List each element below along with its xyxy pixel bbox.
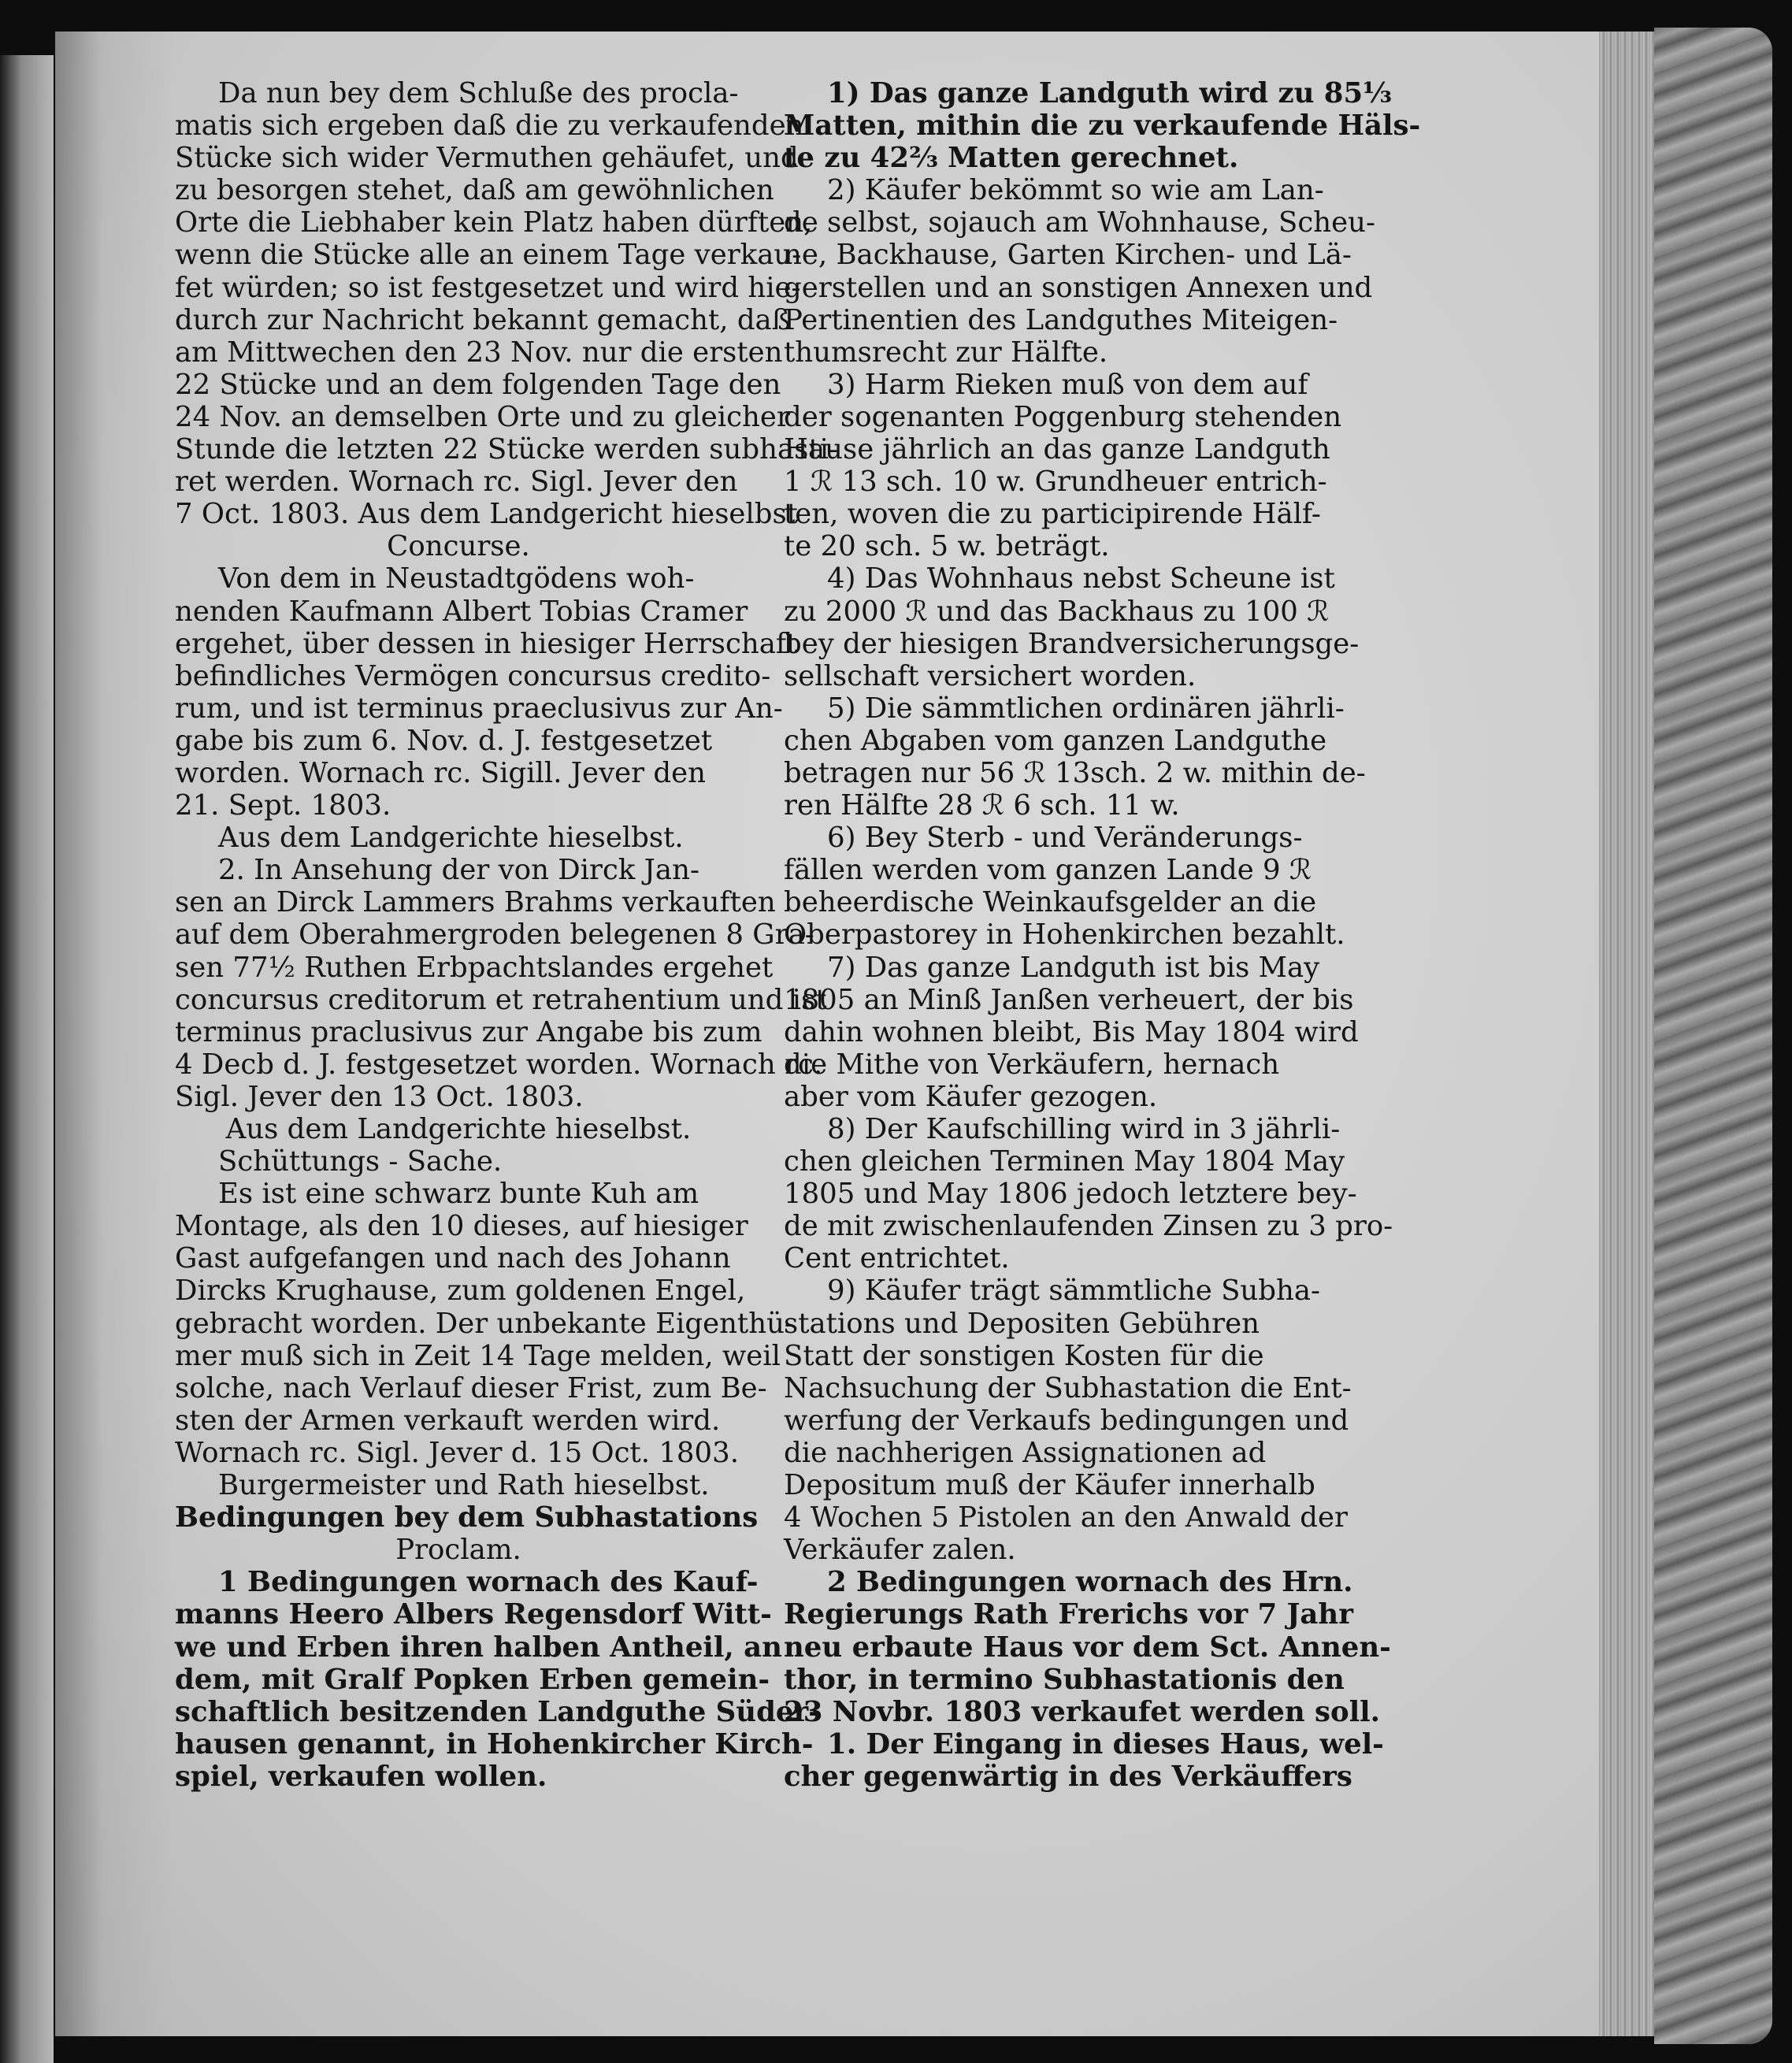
right-column-text-line: Cent entrichtet. xyxy=(784,1242,1010,1275)
right-column-text-line: stations und Depositen Gebühren xyxy=(784,1307,1260,1340)
left-column-text-line: durch zur Nachricht bekannt gemacht, daß xyxy=(175,303,791,336)
left-column-text-line: ret werden. Wornach rc. Sigl. Jever den xyxy=(175,466,738,499)
left-column-text-line: Dircks Krughause, zum goldenen Engel, xyxy=(175,1275,746,1308)
left-column-text-line: sten der Armen verkauft werden wird. xyxy=(175,1404,721,1437)
left-column-text-line: Da nun bey dem Schluße des procla- xyxy=(218,77,739,109)
left-column-text-line: Concurse. xyxy=(387,530,530,563)
left-column-text-line: 4 Decb d. J. festgesetzet worden. Wornach rc. xyxy=(175,1048,823,1081)
right-column-text-line: cher gegenwärtig in des Verkäuffers xyxy=(784,1760,1352,1793)
left-column-text-line: Sigl. Jever den 13 Oct. 1803. xyxy=(175,1080,584,1113)
left-column-text-line: matis sich ergeben daß die zu verkaufenden xyxy=(175,109,804,143)
left-column-text-line: terminus praclusivus zur Angabe bis zum xyxy=(175,1015,762,1048)
left-column-text-line: nenden Kaufmann Albert Tobias Cramer xyxy=(175,595,748,628)
right-column-text-line: sellschaft versichert worden. xyxy=(784,659,1197,692)
left-column-text-line: 7 Oct. 1803. Aus dem Landgericht hieselbst xyxy=(175,498,798,531)
left-column-text-line: Montage, als den 10 dieses, auf hiesiger xyxy=(175,1210,748,1243)
right-column-text-line: Nachsuchung der Subhastation die Ent- xyxy=(784,1371,1352,1404)
left-column-text-line: 2. In Ansehung der von Dirck Jan- xyxy=(218,854,699,887)
marbled-cover-board xyxy=(1654,28,1772,2044)
right-column-text-line: bey der hiesigen Brandversicherungsge- xyxy=(784,627,1360,660)
left-column-text-line: Stunde die letzten 22 Stücke werden subhasti- xyxy=(175,433,838,466)
left-column-text-line: fet würden; so ist festgesetzet und wird hie- xyxy=(175,271,801,304)
left-column-text-line: Proclam. xyxy=(395,1534,521,1567)
left-column-text-line: ergehet, über dessen in hiesiger Herrschaft xyxy=(175,627,798,660)
left-column-text-line: rum, und ist terminus praeclusivus zur An- xyxy=(175,692,783,725)
right-column-text-line: zu 2000 ℛ und das Backhaus zu 100 ℛ xyxy=(784,595,1330,628)
left-column-text-line: concursus creditorum et retrahentium und ist xyxy=(175,983,827,1016)
right-column-text-line: 4) Das Wohnhaus nebst Scheune ist xyxy=(827,562,1335,596)
left-column-text-line: befindliches Vermögen concursus credito- xyxy=(175,659,771,692)
right-column-text-line: ten, woven die zu participirende Hälf- xyxy=(784,498,1321,531)
right-column-text-line: de mit zwischenlaufenden Zinsen zu 3 pro- xyxy=(784,1210,1393,1243)
right-column-text-line: 6) Bey Sterb - und Veränderungs- xyxy=(827,822,1303,855)
left-column-text-line: Burgermeister und Rath hieselbst. xyxy=(218,1469,710,1502)
left-column-text-line: Aus dem Landgerichte hieselbst. xyxy=(225,1113,692,1145)
right-column-text-line: gerstellen und an sonstigen Annexen und xyxy=(784,271,1373,304)
left-column-text-line: sen an Dirck Lammers Brahms verkauften xyxy=(175,886,776,919)
right-column-text-line: 8) Der Kaufschilling wird in 3 jährli- xyxy=(827,1113,1341,1145)
left-column-text-line: Wornach rc. Sigl. Jever d. 15 Oct. 1803. xyxy=(175,1436,739,1469)
left-column-text-line: Von dem in Neustadtgödens woh- xyxy=(218,562,695,596)
right-column-text-line: 4 Wochen 5 Pistolen an den Anwald der xyxy=(784,1501,1349,1534)
right-text-column xyxy=(784,77,1421,1793)
left-column-text-line: wenn die Stücke alle an einem Tage verkau- xyxy=(175,239,802,272)
left-column-text-line: solche, nach Verlauf dieser Frist, zum Be- xyxy=(175,1371,767,1404)
left-column-text-line: Schüttungs - Sache. xyxy=(218,1145,503,1178)
right-column-text-line: die nachherigen Assignationen ad xyxy=(784,1436,1267,1469)
right-column-text-line: ren Hälfte 28 ℛ 6 sch. 11 w. xyxy=(784,789,1180,822)
right-column-text-line: thor, in termino Subhastationis den xyxy=(784,1663,1345,1696)
right-column-text-line: Regierungs Rath Frerichs vor 7 Jahr xyxy=(784,1598,1353,1631)
right-column-text-line: te 20 sch. 5 w. beträgt. xyxy=(784,530,1110,563)
left-column-text-line: mer muß sich in Zeit 14 Tage melden, weil xyxy=(175,1339,781,1372)
right-column-text-line: Statt der sonstigen Kosten für die xyxy=(784,1339,1264,1372)
left-column-text-line: 21. Sept. 1803. xyxy=(175,789,391,822)
left-column-text-line: Bedingungen bey dem Subhastations xyxy=(175,1501,759,1534)
left-column-text-line: auf dem Oberahmergroden belegenen 8 Gra- xyxy=(175,918,814,952)
left-column-text-line: am Mittwechen den 23 Nov. nur die ersten xyxy=(175,336,783,369)
left-column-text-line: Gast aufgefangen und nach des Johann xyxy=(175,1242,731,1275)
right-column-text-line: die Mithe von Verkäufern, hernach xyxy=(784,1048,1280,1081)
left-column-text-line: spiel, verkaufen wollen. xyxy=(175,1760,547,1793)
right-column-text-line: aber vom Käufer gezogen. xyxy=(784,1080,1158,1113)
left-column-text-line: dem, mit Gralf Popken Erben gemein- xyxy=(175,1663,770,1696)
right-column-text-line: werfung der Verkaufs bedingungen und xyxy=(784,1404,1349,1437)
right-column-text-line: thumsrecht zur Hälfte. xyxy=(784,336,1108,369)
left-column-text-line: 24 Nov. an demselben Orte und zu gleicher xyxy=(175,400,790,433)
right-column-text-line: de selbst, sojauch am Wohnhause, Scheu- xyxy=(784,206,1375,239)
right-column-text-line: Oberpastorey in Hohenkirchen bezahlt. xyxy=(784,918,1345,952)
right-column-text-line: 1805 und May 1806 jedoch letztere bey- xyxy=(784,1178,1357,1211)
right-column-text-line: Depositum muß der Käufer innerhalb xyxy=(784,1469,1315,1502)
left-column-text-line: schaftlich besitzenden Landguthe Süder- xyxy=(175,1695,820,1728)
right-column-text-line: 1805 an Minß Janßen verheuert, der bis xyxy=(784,983,1354,1016)
right-column-text-line: 1) Das ganze Landguth wird zu 85⅓ xyxy=(827,77,1392,109)
right-column-text-line: 1. Der Eingang in dieses Haus, wel- xyxy=(827,1727,1384,1761)
right-column-text-line: ne, Backhause, Garten Kirchen- und Lä- xyxy=(784,239,1352,272)
right-column-text-line: chen Abgaben vom ganzen Landguthe xyxy=(784,724,1327,757)
left-column-text-line: 1 Bedingungen wornach des Kauf- xyxy=(218,1566,759,1599)
left-column-text-line: Aus dem Landgerichte hieselbst. xyxy=(218,822,684,855)
right-column-text-line: 2 Bedingungen wornach des Hrn. xyxy=(827,1566,1353,1599)
left-column-text-line: Stücke sich wider Vermuthen gehäufet, und xyxy=(175,142,799,175)
right-column-text-line: 2) Käufer bekömmt so wie am Lan- xyxy=(827,174,1324,207)
right-column-text-line: Verkäufer zalen. xyxy=(784,1534,1016,1567)
right-column-text-line: der sogenanten Poggenburg stehenden xyxy=(784,400,1342,433)
facing-page-edge xyxy=(0,55,54,2063)
left-column-text-line: Orte die Liebhaber kein Platz haben dürften, xyxy=(175,206,813,239)
right-column-text-line: fällen werden vom ganzen Lande 9 ℛ xyxy=(784,854,1312,887)
right-column-text-line: te zu 42⅔ Matten gerechnet. xyxy=(784,142,1239,175)
left-column-text-line: gabe bis zum 6. Nov. d. J. festgesetzet xyxy=(175,724,713,757)
right-column-text-line: chen gleichen Terminen May 1804 May xyxy=(784,1145,1345,1178)
right-column-text-line: Matten, mithin die zu verkaufende Häls- xyxy=(784,109,1421,143)
left-column-text-line: zu besorgen stehet, daß am gewöhnlichen xyxy=(175,174,774,207)
left-column-text-line: we und Erben ihren halben Antheil, an xyxy=(175,1631,782,1664)
right-column-text-line: Pertinentien des Landguthes Miteigen- xyxy=(784,303,1338,336)
right-column-text-line: 5) Die sämmtlichen ordinären jährli- xyxy=(827,692,1345,725)
left-column-text-line: gebracht worden. Der unbekante Eigenthü- xyxy=(175,1307,794,1340)
right-column-text-line: Hause jährlich an das ganze Landguth xyxy=(784,433,1330,466)
left-text-column xyxy=(175,77,838,1793)
right-column-text-line: dahin wohnen bleibt, Bis May 1804 wird xyxy=(784,1015,1359,1048)
right-column-text-line: neu erbaute Haus vor dem Sct. Annen- xyxy=(784,1631,1391,1664)
right-column-text-line: 7) Das ganze Landguth ist bis May xyxy=(827,951,1320,984)
left-column-text-line: hausen genannt, in Hohenkircher Kirch- xyxy=(175,1727,814,1761)
left-column-text-line: 22 Stücke und an dem folgenden Tage den xyxy=(175,368,781,401)
left-column-text-line: manns Heero Albers Regensdorf Witt- xyxy=(175,1598,772,1631)
right-column-text-line: 1 ℛ 13 sch. 10 w. Grundheuer entrich- xyxy=(784,466,1327,499)
left-column-text-line: sen 77½ Ruthen Erbpachtslandes ergehet xyxy=(175,951,774,984)
right-column-text-line: beheerdische Weinkaufsgelder an die xyxy=(784,886,1317,919)
right-column-text-line: 9) Käufer trägt sämmtliche Subha- xyxy=(827,1275,1320,1308)
spine-shadow xyxy=(55,32,173,2036)
right-column-text-line: 23 Novbr. 1803 verkaufet werden soll. xyxy=(784,1695,1381,1728)
right-column-text-line: 3) Harm Rieken muß von dem auf xyxy=(827,368,1308,401)
left-column-text-line: Es ist eine schwarz bunte Kuh am xyxy=(218,1178,699,1211)
right-column-text-line: betragen nur 56 ℛ 13sch. 2 w. mithin de- xyxy=(784,756,1366,789)
left-column-text-line: worden. Wornach rc. Sigill. Jever den xyxy=(175,756,706,789)
